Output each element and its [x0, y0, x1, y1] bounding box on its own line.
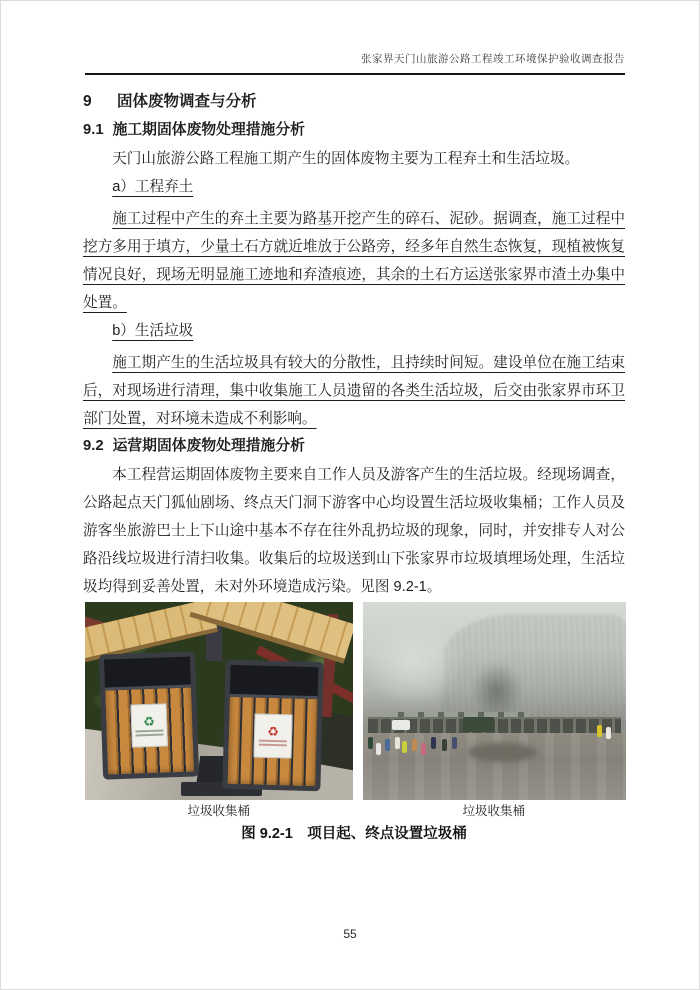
- paragraph-domestic-waste: 施工期产生的生活垃圾具有较大的分散性，且持续时间短。建设单位在施工结束后，对现场进行清理，集中收集施工人员遗留的各类生活垃圾，后交由张家界市环卫部门处置，对环境未造成不利影响。: [83, 355, 625, 427]
- paragraph-operation: 本工程营运期固体废物主要来自工作人员及游客产生的生活垃圾。经现场调查，公路起点天门狐仙剧场、终点天门洞下游客中心均设置生活垃圾收集桶；工作人员及游客坐旅游巴士上下山途中基本不存在往外乱扔垃圾的现象，同时，并安排专人对公路沿线垃圾进行清扫收集。收集后的垃圾送到山下张家界市垃圾填埋场处理，生活垃圾均得到妥善处置，未对外环境造成污染。见图 9.2-1。: [83, 467, 625, 595]
- person: [421, 743, 426, 755]
- label-text-line: [259, 740, 287, 743]
- section-title: 运营期固体废物处理措施分析: [112, 438, 305, 454]
- person: [606, 727, 611, 739]
- wooden-bin-left: [99, 652, 199, 780]
- label-text-line: [136, 734, 163, 737]
- section-heading-9: [83, 91, 625, 113]
- puddle: [468, 743, 536, 763]
- running-header: [85, 51, 625, 75]
- person: [385, 739, 390, 751]
- section-title: 固体废物调查与分析: [117, 93, 257, 110]
- report-title: 张家界天门山旅游公路工程竣工环境保护验收调查报告: [361, 53, 625, 65]
- recycle-icon: ♻: [143, 714, 156, 730]
- person: [402, 741, 407, 753]
- paragraph-intro: 天门山旅游公路工程施工期产生的固体废物主要为工程弃土和生活垃圾。: [112, 151, 580, 167]
- photo-row: [85, 602, 625, 800]
- figure-9-2-1: [83, 602, 625, 846]
- right-photo-caption: 垃圾收集桶: [462, 804, 525, 818]
- green-bus: [463, 717, 495, 732]
- left-photo-caption: 垃圾收集桶: [187, 804, 250, 818]
- list-item-a: a）工程弃土: [112, 179, 194, 195]
- section-heading-9-1: [83, 119, 625, 141]
- label-text-line: [136, 730, 163, 733]
- recycle-icon: ♻: [267, 724, 280, 740]
- trash-bins-photo: [85, 602, 353, 800]
- visitor-center-photo: [363, 602, 626, 800]
- recyclable-label: [130, 704, 168, 749]
- page-content: [83, 91, 625, 846]
- section-number: 9.1: [83, 122, 104, 138]
- paragraph-spoil: 施工过程中产生的弃土主要为路基开挖产生的碎石、泥砂。据调查，施工过程中挖方多用于填方，少量土石方就近堆放于公路旁，经多年自然生态恢复，现植被恢复情况良好，现场无明显施工迹地和弃渣痕迹，其余的土石方运送张家界市渣土办集中处置。: [83, 211, 625, 311]
- person: [376, 743, 381, 755]
- section-number: 9.2: [83, 438, 104, 454]
- figure-title: 图 9.2-1 项目起、终点设置垃圾桶: [241, 826, 467, 842]
- list-item-b: b）生活垃圾: [112, 323, 194, 339]
- person: [368, 737, 373, 749]
- white-minibus: [392, 720, 410, 730]
- wooden-bin-right: [223, 660, 325, 791]
- label-text-line: [259, 744, 287, 747]
- fog-patch: [363, 602, 476, 717]
- page-number: 55: [343, 927, 357, 941]
- non-recyclable-label: [254, 713, 293, 759]
- person: [431, 737, 436, 749]
- bin-opening: [230, 665, 319, 699]
- section-title: 施工期固体废物处理措施分析: [112, 122, 305, 138]
- person: [452, 737, 457, 749]
- person: [597, 725, 602, 737]
- section-number: 9: [83, 93, 92, 110]
- person: [412, 739, 417, 751]
- bin-opening: [104, 657, 191, 691]
- photo-captions: [85, 800, 625, 822]
- person: [442, 739, 447, 751]
- person: [395, 737, 400, 749]
- section-heading-9-2: [83, 435, 625, 457]
